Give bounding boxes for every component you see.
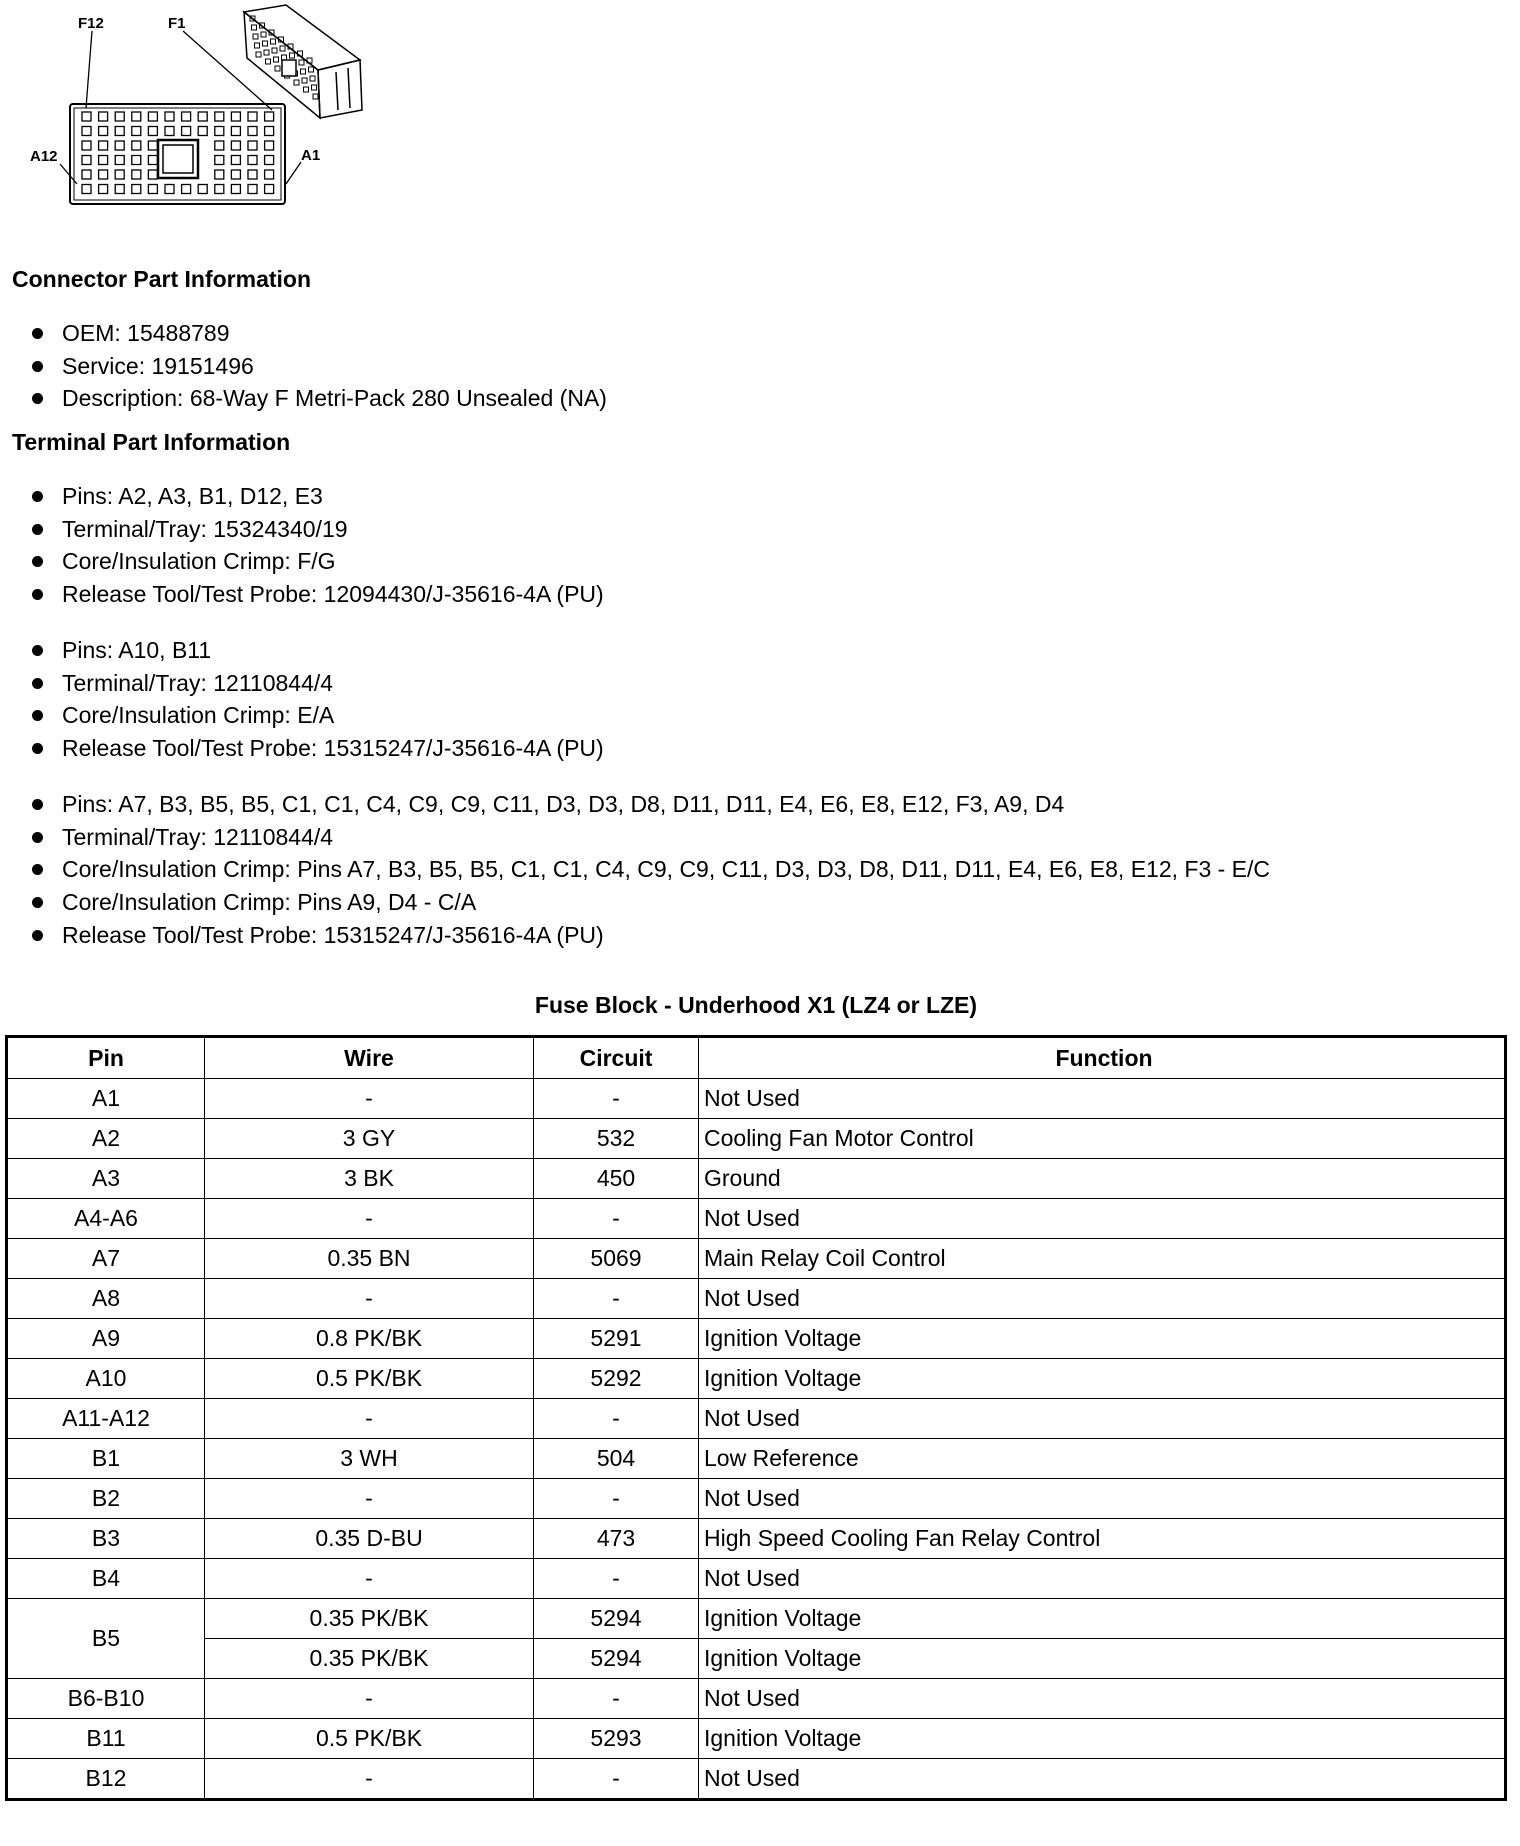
cell-wire: - [205, 1759, 534, 1800]
connector-part-info-heading: Connector Part Information [12, 266, 312, 292]
cell-wire: 3 GY [205, 1119, 534, 1159]
cell-function: Not Used [699, 1759, 1506, 1800]
table-row [7, 1239, 1506, 1279]
table-header-row [7, 1037, 1506, 1079]
cell-circuit: 5294 [534, 1639, 699, 1679]
terminal-cavity [272, 48, 277, 53]
terminal-cavity [215, 141, 224, 150]
cell-circuit: - [534, 1479, 699, 1519]
terminal-group-2 [30, 634, 604, 765]
terminal-cavity [99, 141, 108, 150]
terminal-cavity [82, 141, 91, 150]
cell-circuit: 473 [534, 1519, 699, 1559]
cell-wire: - [205, 1559, 534, 1599]
terminal-cavity [265, 156, 274, 165]
cell-circuit: 532 [534, 1119, 699, 1159]
terminal-cavity [99, 112, 108, 121]
table-row [7, 1639, 1506, 1679]
terminal-cavity [312, 85, 317, 90]
cell-circuit: - [534, 1759, 699, 1800]
list-item: Core/Insulation Crimp: Pins A7, B3, B5, B5, C1, C1, C4, C9, C9, C11, D3, D3, D8, D11, D11, E4, E6, E8, E12, F3 - E/C [30, 853, 1270, 886]
table-row [7, 1079, 1506, 1119]
cell-circuit: 5294 [534, 1599, 699, 1639]
terminal-cavity [275, 66, 280, 71]
table-title: Fuse Block - Underhood X1 (LZ4 or LZE) [534, 992, 978, 1018]
list-item: Pins: A2, A3, B1, D12, E3 [30, 480, 604, 513]
table-row [7, 1439, 1506, 1479]
terminal-cavity [215, 127, 224, 136]
cell-pin: A2 [7, 1119, 205, 1159]
terminal-cavity [99, 170, 108, 179]
list-item: Pins: A10, B11 [30, 634, 604, 667]
cell-circuit: - [534, 1279, 699, 1319]
terminal-cavity [274, 57, 279, 62]
cell-function: Not Used [699, 1079, 1506, 1119]
terminal-cavity [148, 185, 157, 194]
terminal-cavity [231, 185, 240, 194]
terminal-cavity [148, 141, 157, 150]
terminal-cavity [132, 156, 141, 165]
terminal-cavity [265, 141, 274, 150]
table-row [7, 1599, 1506, 1639]
terminal-cavity [248, 112, 257, 121]
list-item: Core/Insulation Crimp: E/A [30, 699, 604, 732]
cell-wire: - [205, 1399, 534, 1439]
terminal-cavity [263, 41, 268, 46]
terminal-cavity [231, 127, 240, 136]
connector-part-info-list [30, 317, 607, 415]
terminal-cavity [148, 127, 157, 136]
terminal-cavity [294, 80, 299, 85]
cell-function: Ignition Voltage [699, 1599, 1506, 1639]
label-f12: F12 [78, 15, 104, 32]
cell-wire: 0.5 PK/BK [205, 1359, 534, 1399]
cell-wire: 0.35 PK/BK [205, 1639, 534, 1679]
cell-pin: B5 [7, 1599, 205, 1679]
terminal-cavity [182, 185, 191, 194]
terminal-cavity [99, 127, 108, 136]
cell-function: Ignition Voltage [699, 1359, 1506, 1399]
terminal-cavity [115, 112, 124, 121]
terminal-cavity [82, 156, 91, 165]
terminal-cavity [132, 112, 141, 121]
table-row [7, 1399, 1506, 1439]
cell-function: Ignition Voltage [699, 1719, 1506, 1759]
terminal-cavity [82, 127, 91, 136]
cell-function: Main Relay Coil Control [699, 1239, 1506, 1279]
cell-wire: 0.5 PK/BK [205, 1719, 534, 1759]
cell-pin: A3 [7, 1159, 205, 1199]
table-row [7, 1159, 1506, 1199]
terminal-cavity [82, 170, 91, 179]
cell-circuit: - [534, 1559, 699, 1599]
terminal-cavity [182, 127, 191, 136]
cell-function: Ignition Voltage [699, 1319, 1506, 1359]
cell-pin: B11 [7, 1719, 205, 1759]
terminal-cavity [256, 52, 261, 57]
cell-pin: B6-B10 [7, 1679, 205, 1719]
terminal-cavity [132, 185, 141, 194]
cell-function: Low Reference [699, 1439, 1506, 1479]
terminal-cavity [252, 25, 257, 30]
table-row [7, 1719, 1506, 1759]
list-item: Terminal/Tray: 15324340/19 [30, 513, 604, 546]
cell-function: Not Used [699, 1279, 1506, 1319]
list-item: Terminal/Tray: 12110844/4 [30, 667, 604, 700]
cell-pin: A7 [7, 1239, 205, 1279]
table-row [7, 1479, 1506, 1519]
table-row [7, 1519, 1506, 1559]
terminal-cavity [132, 170, 141, 179]
terminal-cavity [99, 185, 108, 194]
terminal-cavity [265, 127, 274, 136]
terminal-cavity [231, 112, 240, 121]
terminal-cavity [115, 156, 124, 165]
terminal-cavity [215, 156, 224, 165]
cell-circuit: 5293 [534, 1719, 699, 1759]
terminal-cavity [231, 170, 240, 179]
cell-wire: 3 WH [205, 1439, 534, 1479]
cell-wire: - [205, 1479, 534, 1519]
cell-function: Cooling Fan Motor Control [699, 1119, 1506, 1159]
cell-circuit: - [534, 1199, 699, 1239]
cell-function: Not Used [699, 1199, 1506, 1239]
cell-wire: 0.35 D-BU [205, 1519, 534, 1559]
terminal-cavity [82, 112, 91, 121]
cell-wire: 0.35 PK/BK [205, 1599, 534, 1639]
list-item: Release Tool/Test Probe: 12094430/J-35616-4A (PU) [30, 578, 604, 611]
terminal-cavity [231, 156, 240, 165]
table-row [7, 1199, 1506, 1239]
list-item: Terminal/Tray: 12110844/4 [30, 821, 1270, 854]
list-item: Core/Insulation Crimp: Pins A9, D4 - C/A [30, 886, 1270, 919]
col-header-function: Function [699, 1037, 1506, 1079]
table-row [7, 1119, 1506, 1159]
terminal-cavity [248, 141, 257, 150]
terminal-cavity [248, 127, 257, 136]
terminal-cavity [198, 185, 207, 194]
list-item: Release Tool/Test Probe: 15315247/J-35616-4A (PU) [30, 919, 1270, 952]
terminal-cavity [290, 53, 295, 58]
cell-wire: 0.8 PK/BK [205, 1319, 534, 1359]
label-a12: A12 [30, 148, 58, 165]
terminal-cavity [299, 60, 304, 65]
cell-circuit: - [534, 1079, 699, 1119]
terminal-cavity [215, 185, 224, 194]
terminal-cavity [198, 112, 207, 121]
terminal-cavity [248, 170, 257, 179]
terminal-cavity [231, 141, 240, 150]
terminal-cavity [261, 32, 266, 37]
terminal-cavity [313, 94, 318, 99]
terminal-cavity [215, 112, 224, 121]
terminal-cavity [132, 141, 141, 150]
terminal-cavity [115, 170, 124, 179]
cell-pin: B2 [7, 1479, 205, 1519]
terminal-cavity [265, 170, 274, 179]
cell-circuit: - [534, 1679, 699, 1719]
cell-function: Ground [699, 1159, 1506, 1199]
list-item: Service: 19151496 [30, 350, 607, 383]
cell-wire: - [205, 1199, 534, 1239]
terminal-cavity [309, 67, 314, 72]
cell-circuit: 5069 [534, 1239, 699, 1279]
cell-function: Not Used [699, 1479, 1506, 1519]
terminal-cavity [115, 127, 124, 136]
cell-pin: A11-A12 [7, 1399, 205, 1439]
table-row [7, 1279, 1506, 1319]
cell-pin: A9 [7, 1319, 205, 1359]
cell-wire: - [205, 1279, 534, 1319]
terminal-cavity [82, 185, 91, 194]
table-row [7, 1679, 1506, 1719]
cell-wire: 0.35 BN [205, 1239, 534, 1279]
terminal-cavity [304, 87, 309, 92]
terminal-cavity [253, 34, 258, 39]
connector-diagram [0, 0, 380, 220]
terminal-cavity [266, 59, 271, 64]
terminal-part-info-heading: Terminal Part Information [12, 429, 291, 455]
terminal-cavity [182, 112, 191, 121]
pin-table [5, 1035, 1507, 1801]
list-item: Core/Insulation Crimp: F/G [30, 545, 604, 578]
terminal-cavity [148, 112, 157, 121]
terminal-cavity [165, 185, 174, 194]
terminal-cavity [248, 156, 257, 165]
cell-wire: - [205, 1079, 534, 1119]
col-header-circuit: Circuit [534, 1037, 699, 1079]
terminal-cavity [215, 170, 224, 179]
table-row [7, 1319, 1506, 1359]
terminal-cavity [165, 127, 174, 136]
list-item: Description: 68-Way F Metri-Pack 280 Unsealed (NA) [30, 382, 607, 415]
cell-function: Not Used [699, 1559, 1506, 1599]
terminal-cavity [198, 127, 207, 136]
terminal-cavity [280, 46, 285, 51]
list-item: Pins: A7, B3, B5, B5, C1, C1, C4, C9, C9, C11, D3, D3, D8, D11, D11, E4, E6, E8, E12, F3, A9, D4 [30, 788, 1270, 821]
terminal-cavity [165, 112, 174, 121]
terminal-cavity [271, 39, 276, 44]
col-header-pin: Pin [7, 1037, 205, 1079]
cell-pin: A4-A6 [7, 1199, 205, 1239]
cell-wire: - [205, 1679, 534, 1719]
terminal-cavity [264, 50, 269, 55]
table-row [7, 1359, 1506, 1399]
terminal-cavity [255, 43, 260, 48]
cell-pin: B3 [7, 1519, 205, 1559]
cell-pin: B12 [7, 1759, 205, 1800]
cell-function: Ignition Voltage [699, 1639, 1506, 1679]
terminal-cavity [302, 78, 307, 83]
cell-pin: B1 [7, 1439, 205, 1479]
list-item: OEM: 15488789 [30, 317, 607, 350]
terminal-cavity [99, 156, 108, 165]
cell-wire: 3 BK [205, 1159, 534, 1199]
cell-circuit: 450 [534, 1159, 699, 1199]
cell-pin: B4 [7, 1559, 205, 1599]
terminal-cavity [148, 170, 157, 179]
terminal-cavity [115, 185, 124, 194]
terminal-cavity [301, 69, 306, 74]
cell-circuit: 504 [534, 1439, 699, 1479]
terminal-cavity [115, 141, 124, 150]
label-a1: A1 [301, 147, 321, 164]
terminal-cavity [310, 76, 315, 81]
cell-circuit: 5292 [534, 1359, 699, 1399]
terminal-cavity [265, 112, 274, 121]
cell-pin: A10 [7, 1359, 205, 1399]
cell-pin: A8 [7, 1279, 205, 1319]
connector-face-view [70, 104, 285, 204]
list-item: Release Tool/Test Probe: 15315247/J-35616-4A (PU) [30, 732, 604, 765]
table-row [7, 1559, 1506, 1599]
cell-circuit: - [534, 1399, 699, 1439]
table-row [7, 1759, 1506, 1800]
terminal-group-1 [30, 480, 604, 611]
cell-pin: A1 [7, 1079, 205, 1119]
terminal-cavity [148, 156, 157, 165]
label-f1: F1 [168, 15, 186, 32]
cell-circuit: 5291 [534, 1319, 699, 1359]
terminal-cavity [265, 185, 274, 194]
terminal-cavity [248, 185, 257, 194]
cell-function: High Speed Cooling Fan Relay Control [699, 1519, 1506, 1559]
terminal-cavity [132, 127, 141, 136]
cell-function: Not Used [699, 1399, 1506, 1439]
terminal-group-3 [30, 788, 1270, 951]
col-header-wire: Wire [205, 1037, 534, 1079]
cell-function: Not Used [699, 1679, 1506, 1719]
